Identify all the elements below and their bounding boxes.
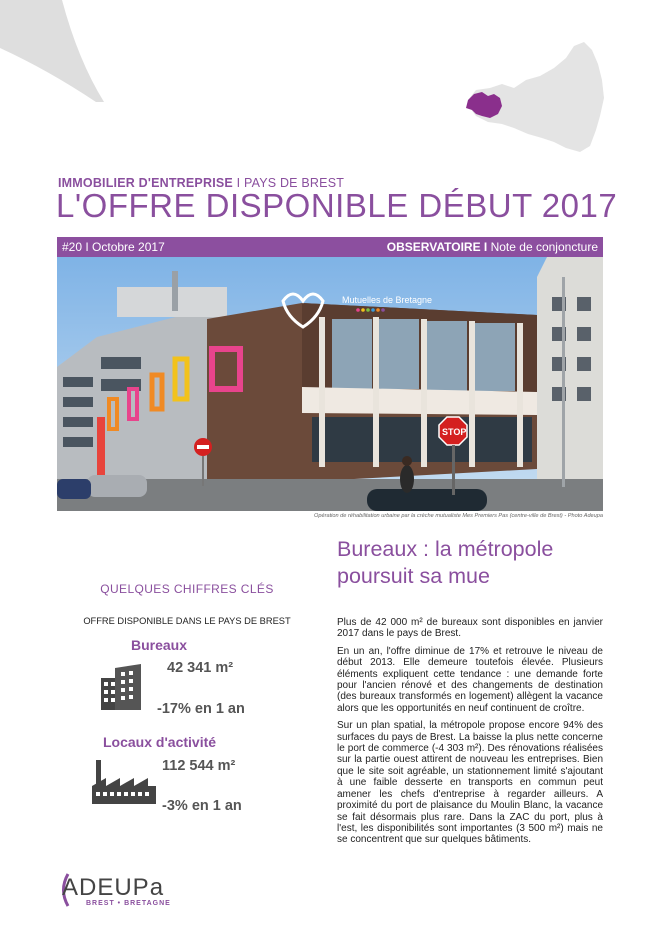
key-figures-subtitle: OFFRE DISPONIBLE DANS LE PAYS DE BREST — [83, 616, 291, 626]
page-title: L'OFFRE DISPONIBLE DÉBUT 2017 — [56, 187, 618, 224]
bureaux-label: Bureaux — [131, 637, 188, 653]
brittany-map — [462, 38, 610, 158]
adeupa-logo: ADEUPa — [62, 874, 165, 901]
decorative-swoosh — [0, 0, 120, 110]
adeupa-logo-subtitle: BREST • BRETAGNE — [86, 900, 171, 907]
kicker-topic: IMMOBILIER D'ENTREPRISE — [58, 176, 233, 190]
bureaux-change: -17% en 1 an — [157, 701, 245, 717]
observatoire-bold: OBSERVATOIRE I — [386, 240, 488, 254]
issue-number: #20 I Octobre 2017 — [62, 240, 165, 254]
stop-sign-text: STOP — [442, 427, 467, 437]
locaux-value: 112 544 m² — [162, 758, 236, 774]
article-title — [337, 536, 553, 590]
bureaux-value: 42 341 m² — [167, 660, 234, 676]
building-photo — [57, 257, 603, 511]
article-title-line-1: Bureaux : la métropole — [337, 537, 554, 561]
key-figures-title: QUELQUES CHIFFRES CLÉS — [100, 582, 274, 596]
office-building-icon — [101, 664, 145, 710]
facade-sign: Mutuelles de Bretagne — [342, 295, 433, 305]
article-title-line-2: poursuit sa mue — [337, 564, 490, 588]
article-paragraph-2: En un an, l'offre diminue de 17% et retrouve le niveau de début 2013. Elle demeure toutefois élevée. Plusieurs éléments expliquent cette tendance : une demande forte pour l'ancien rénové et des changements de destination (des bureaux transformés en logement) allègent la vacance alors que les opportunités en neuf continuent de croître. — [337, 645, 603, 714]
observatoire-label — [387, 240, 598, 254]
article-paragraph-3: Sur un plan spatial, la métropole propose encore 94% des surfaces du pays de Brest. La baisse la plus nette concerne le port de commerce (-4 303 m²). Des rénovations réalisées sur la partie ouest attirent de nouveau les entreprises. Bien que le site soit agréable, un stationnement limité s'ajoutant à une faible desserte en transports en commun peut amener les chefs d'entreprise à regarder ailleurs. A proximité du port de plaisance du Moulin Blanc, la vacance se fait désormais plus rare. Dans la ZAC du port, plus à l'est, les disponibilités sont importantes (3 500 m²) mais ne se concentrent que sur quelques bâtiments. — [337, 720, 603, 846]
locaux-label: Locaux d'activité — [103, 734, 217, 750]
kicker-separator: I — [232, 176, 244, 190]
locaux-change: -3% en 1 an — [162, 798, 242, 814]
note-type: Note de conjoncture — [490, 240, 598, 254]
article-body — [337, 617, 603, 852]
photo-caption: Opération de réhabilitation urbaine par la crèche mutualiste Mes Premiers Pas (centre-ville de Brest) - Photo Adeupa — [314, 513, 603, 519]
article-paragraph-1: Plus de 42 000 m² de bureaux sont disponibles en janvier 2017 dans le pays de Brest. — [337, 617, 603, 640]
factory-icon — [92, 760, 156, 804]
kicker-territory: PAYS DE BREST — [243, 176, 345, 190]
issue-band — [57, 237, 603, 257]
